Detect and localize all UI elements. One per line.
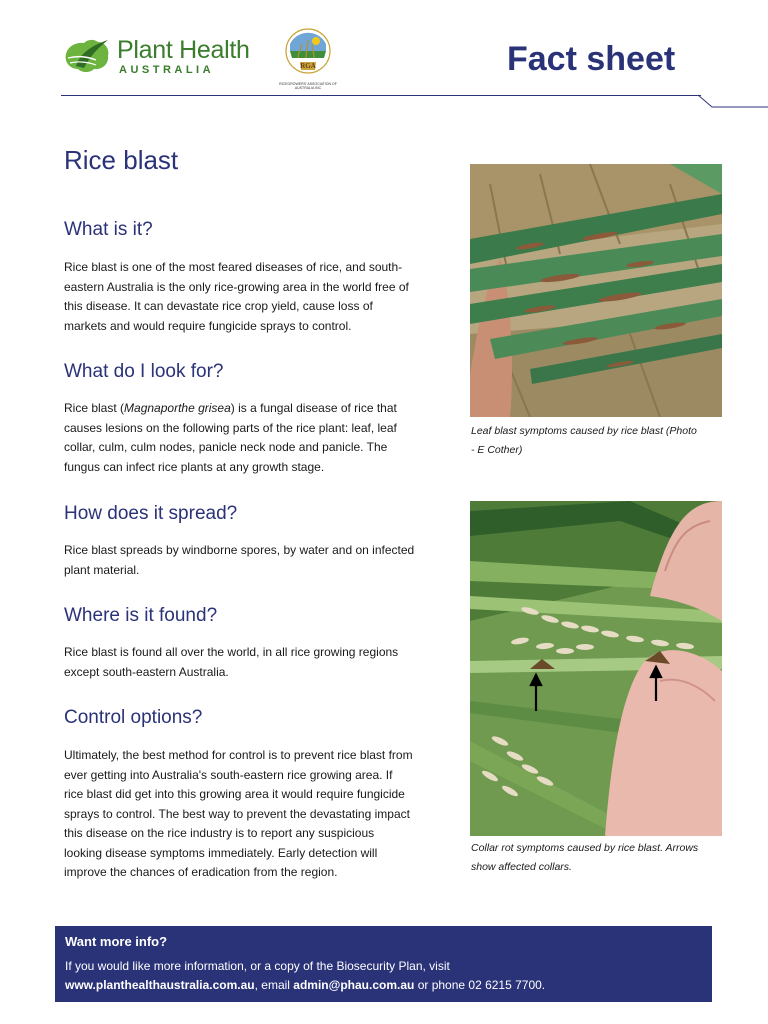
- rga-caption: RICEGROWERS' ASSOCIATION OF AUSTRALIA INC: [279, 82, 337, 90]
- text-line: Rice blast is found all over the world, in all rice growing regions: [64, 645, 399, 659]
- text-line: this disease on the rice industry is to report any suspicious: [64, 826, 375, 840]
- leaf-blast-image: [470, 164, 722, 417]
- text-fragment: Rice blast (: [64, 401, 125, 415]
- text-line: causes lesions on the following parts of the rice plant: leaf, leaf: [64, 420, 397, 435]
- page-title: Rice blast: [64, 145, 179, 175]
- text-fragment: or phone 02 6215 7700.: [414, 978, 546, 992]
- text-line: except south-eastern Australia.: [64, 664, 229, 679]
- text-line: fungus can infect rice plants at any growth stage.: [64, 459, 325, 474]
- text-line: looking disease symptoms immediately. Early detection will: [64, 845, 378, 860]
- footer-line-2: [65, 978, 545, 992]
- collar-rot-caption: [471, 839, 726, 877]
- text-line: Ultimately, the best method for control is to prevent rice blast from: [64, 748, 413, 762]
- section-body-what-is-it: [64, 258, 444, 336]
- rga-text: RGA: [300, 62, 316, 70]
- section-heading-how-does-it-spread: How does it spread?: [64, 503, 238, 524]
- caption-line: Leaf blast symptoms caused by rice blast (Photo: [471, 425, 697, 437]
- section-body-how-does-it-spread: [64, 541, 444, 580]
- header-rule-tab: [698, 94, 768, 108]
- leaf-blast-photo: [470, 164, 722, 417]
- logo-title: Plant Health: [117, 36, 250, 64]
- footer-title: Want more info?: [65, 934, 168, 949]
- text-line: markets and would require fungicide sprays to control.: [64, 318, 352, 333]
- collar-rot-photo: [470, 501, 722, 836]
- email-link[interactable]: admin@phau.com.au: [293, 978, 415, 992]
- text-line: this disease. It can devastate rice crop yield, cause loss of: [64, 299, 373, 313]
- text-line: sprays to control. The best way to prevent the devastating impact: [64, 806, 410, 821]
- text-line: improve the chances of eradication from the region.: [64, 865, 338, 879]
- text-fragment: ) is a fungal disease of rice that: [230, 401, 397, 415]
- leaf-blast-caption: [471, 422, 726, 460]
- section-heading-what-is-it: What is it?: [64, 219, 153, 240]
- caption-line: show affected collars.: [471, 861, 572, 873]
- plant-health-australia-logo: [62, 36, 262, 78]
- text-line: rice blast did get into this growing area it would require fungicide: [64, 787, 405, 801]
- rga-logo: [276, 24, 340, 94]
- text-line: ever getting into Australia's south-eastern rice growing area. If: [64, 767, 393, 782]
- footer-info-box: [55, 926, 712, 1002]
- scientific-name: Magnaporthe grisea: [124, 401, 231, 415]
- text-line: Rice blast is one of the most feared diseases of rice, and south-: [64, 260, 403, 274]
- caption-line: Collar rot symptoms caused by rice blast. Arrows: [471, 842, 699, 854]
- text-line: Rice blast spreads by windborne spores, by water and on infected: [64, 543, 415, 557]
- text-line: collar, culm, culm nodes, panicle neck node and panicle. The: [64, 440, 388, 454]
- rga-emblem-icon: [276, 24, 340, 82]
- header-rule: [61, 95, 701, 96]
- section-heading-where-is-it-found: Where is it found?: [64, 605, 218, 626]
- website-link[interactable]: www.planthealthaustralia.com.au: [65, 978, 255, 992]
- section-body-control-options: [64, 746, 444, 883]
- text-line: eastern Australia is the only rice-growing area in the world free of: [64, 279, 409, 294]
- footer-line-1: If you would like more information, or a copy of the Biosecurity Plan, visit: [65, 959, 450, 973]
- text-fragment: , email: [254, 978, 294, 992]
- doc-type-heading: Fact sheet: [507, 40, 676, 78]
- logo-subtitle: AUSTRALIA: [119, 64, 215, 76]
- collar-rot-image: [470, 501, 722, 836]
- section-body-where-is-it-found: [64, 643, 444, 682]
- text-line: plant material.: [64, 562, 140, 577]
- section-heading-control-options: Control options?: [64, 707, 203, 728]
- section-body-what-do-i-look-for: [64, 399, 444, 477]
- text-line: [64, 399, 444, 419]
- australia-leaf-icon: [62, 36, 114, 76]
- caption-line: - E Cother): [471, 444, 523, 456]
- section-heading-what-do-i-look-for: What do I look for?: [64, 361, 224, 382]
